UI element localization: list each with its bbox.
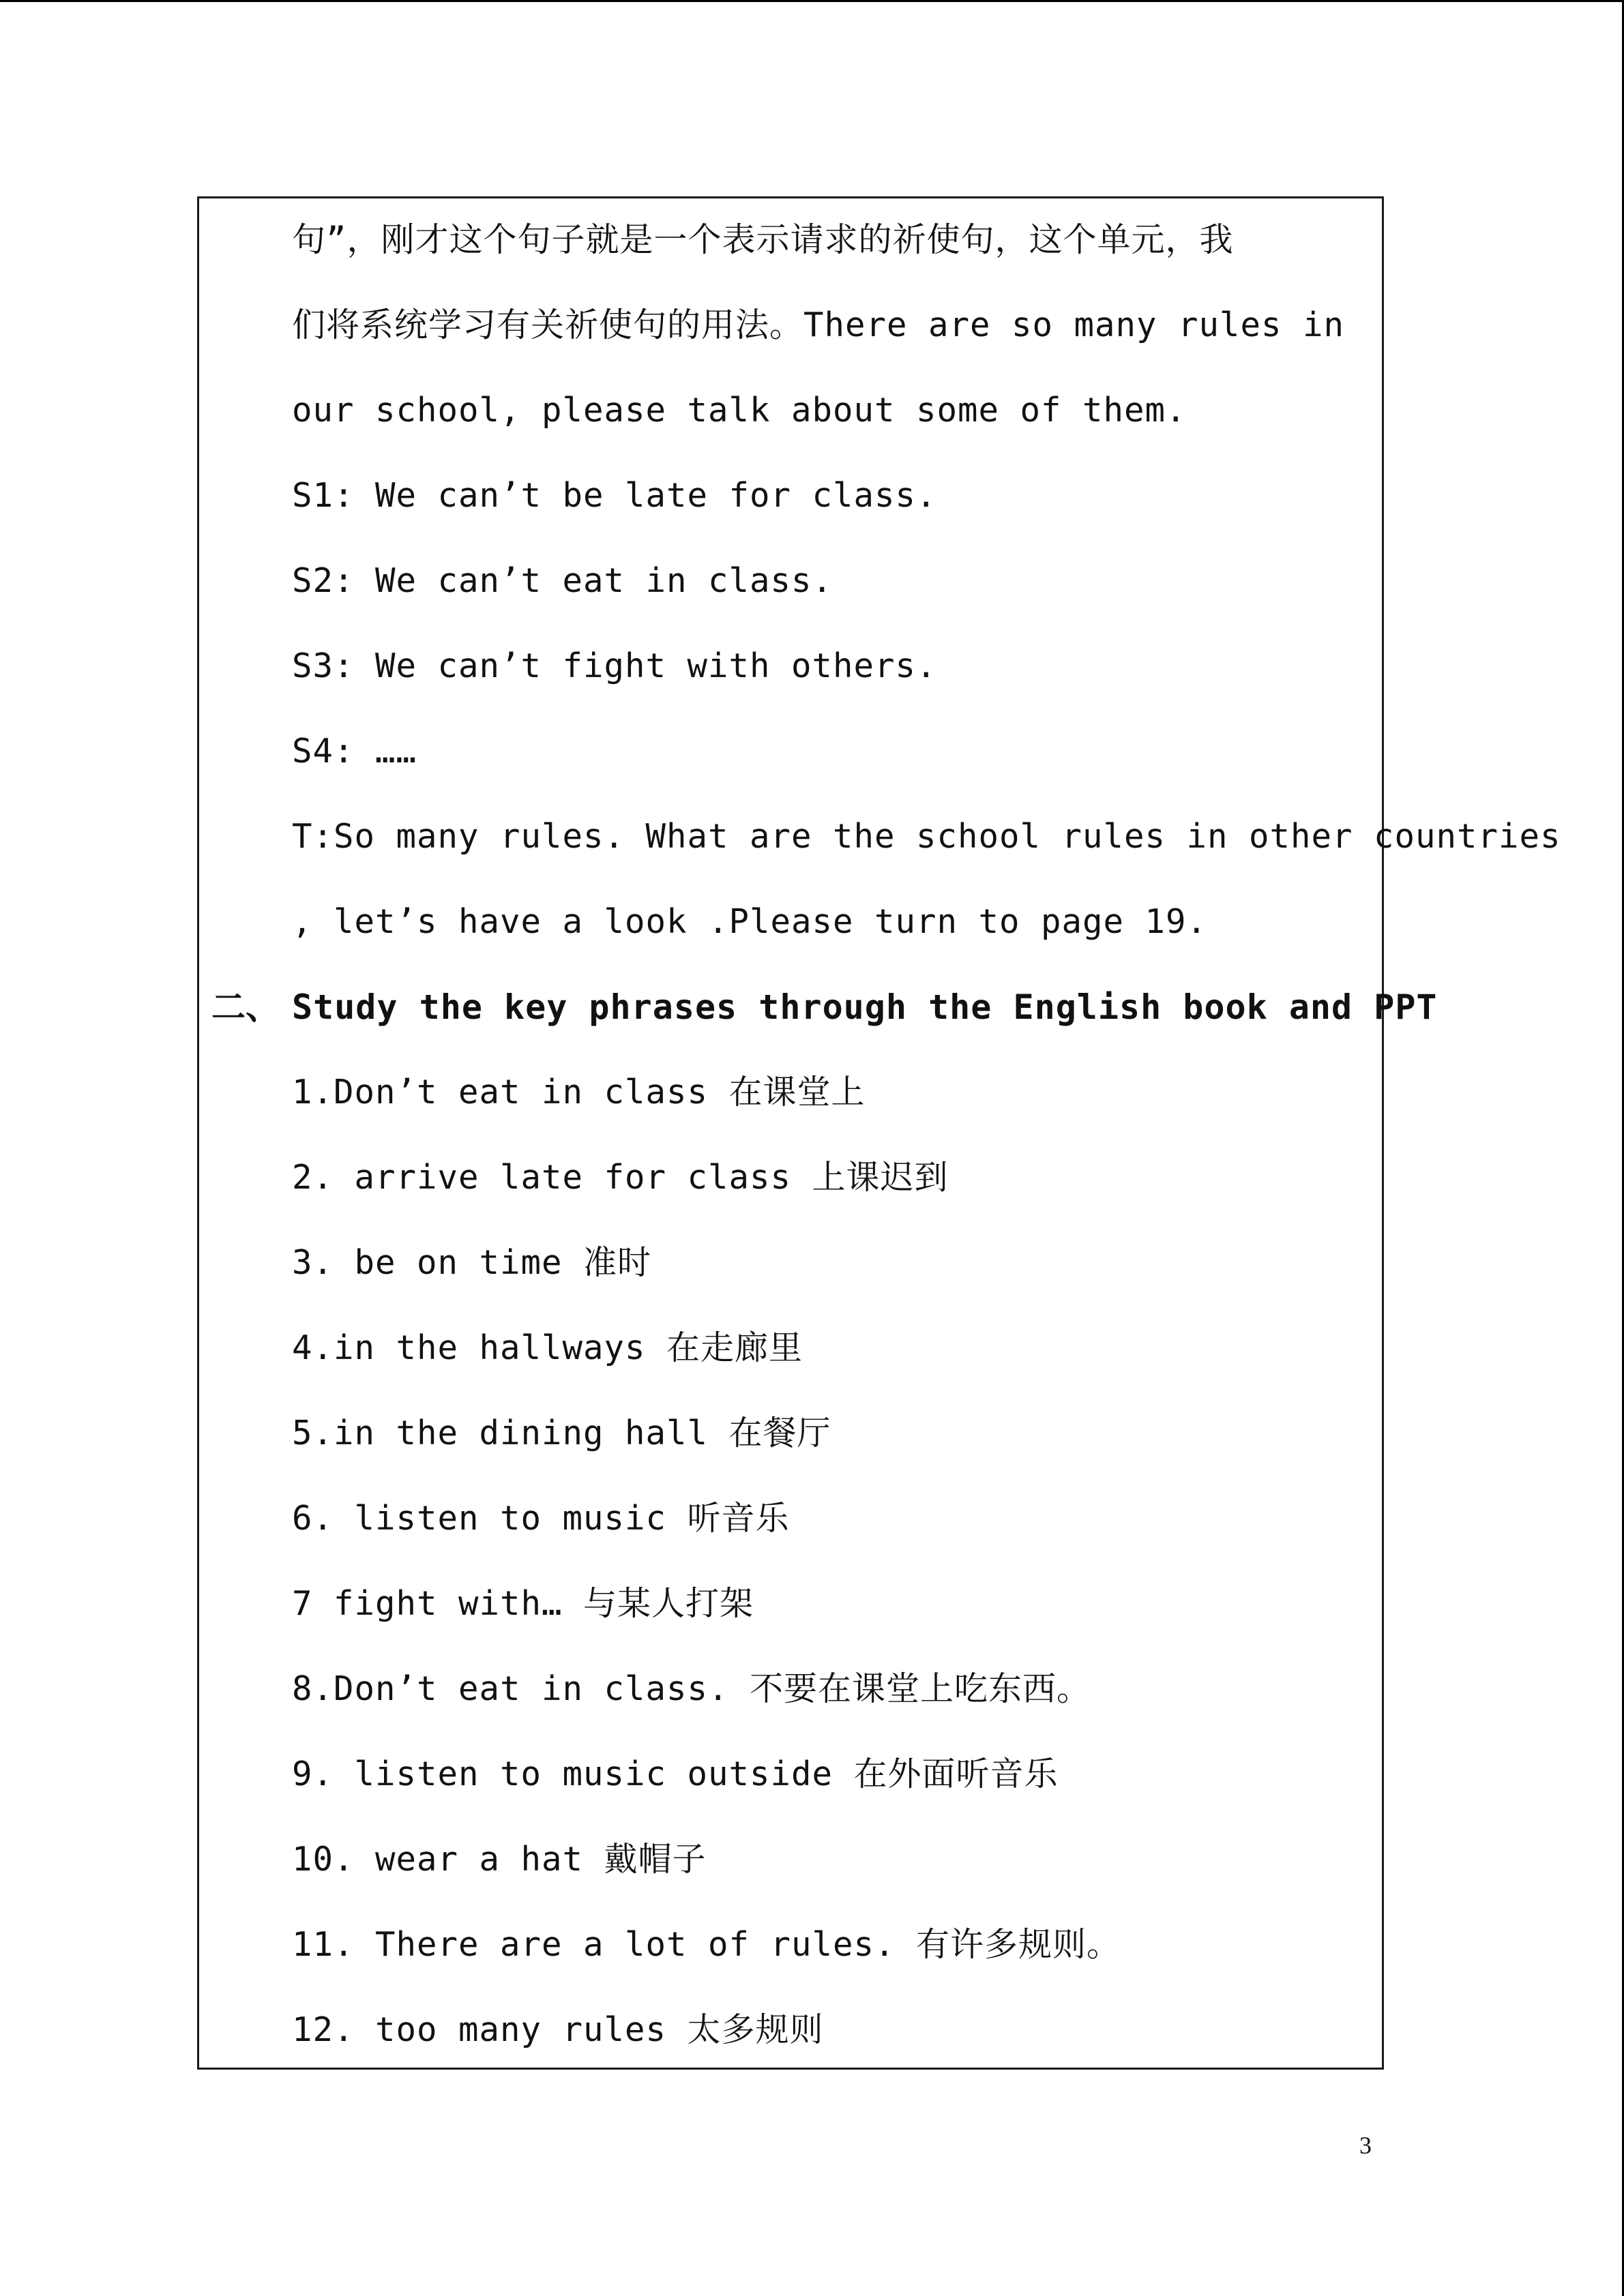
teacher-line-1: T:So many rules. What are the school rules in other countries <box>292 817 1561 856</box>
phrase-item: 1.Don’t eat in class 在课堂上 <box>292 1073 866 1112</box>
student-line-s3: S3: We can’t fight with others. <box>292 646 937 685</box>
page-number: 3 <box>1359 2132 1372 2159</box>
student-line-s4: S4: …… <box>292 732 417 771</box>
section-heading: Study the key phrases through the English book and PPT <box>292 987 1438 1027</box>
phrase-item: 5.in the dining hall 在餐厅 <box>292 1414 831 1452</box>
phrase-item: 7 fight with… 与某人打架 <box>292 1584 754 1623</box>
phrase-item: 11. There are a lot of rules. 有许多规则。 <box>292 1925 1121 1964</box>
intro-line-2: 们将系统学习有关祈使句的用法。There are so many rules in <box>292 305 1345 344</box>
phrase-item: 2. arrive late for class 上课迟到 <box>292 1158 949 1197</box>
intro-line-1: 句”，刚才这个句子就是一个表示请求的祈使句，这个单元，我 <box>292 220 1234 259</box>
phrase-item: 4.in the hallways 在走廊里 <box>292 1328 803 1367</box>
section-number: 二、 <box>211 987 280 1027</box>
phrase-item: 6. listen to music 听音乐 <box>292 1499 790 1538</box>
top-border-line <box>0 0 1624 2</box>
student-line-s2: S2: We can’t eat in class. <box>292 561 833 600</box>
phrase-item: 12. too many rules 太多规则 <box>292 2010 824 2049</box>
phrase-item: 9. listen to music outside 在外面听音乐 <box>292 1755 1059 1793</box>
phrase-item: 8.Don’t eat in class. 不要在课堂上吃东西。 <box>292 1669 1091 1708</box>
phrase-item: 10. wear a hat 戴帽子 <box>292 1840 707 1879</box>
phrase-item: 3. be on time 准时 <box>292 1243 652 1282</box>
student-line-s1: S1: We can’t be late for class. <box>292 476 937 515</box>
teacher-line-2: , let’s have a look .Please turn to page 19. <box>292 902 1208 941</box>
intro-line-3: our school, please talk about some of them. <box>292 391 1187 430</box>
